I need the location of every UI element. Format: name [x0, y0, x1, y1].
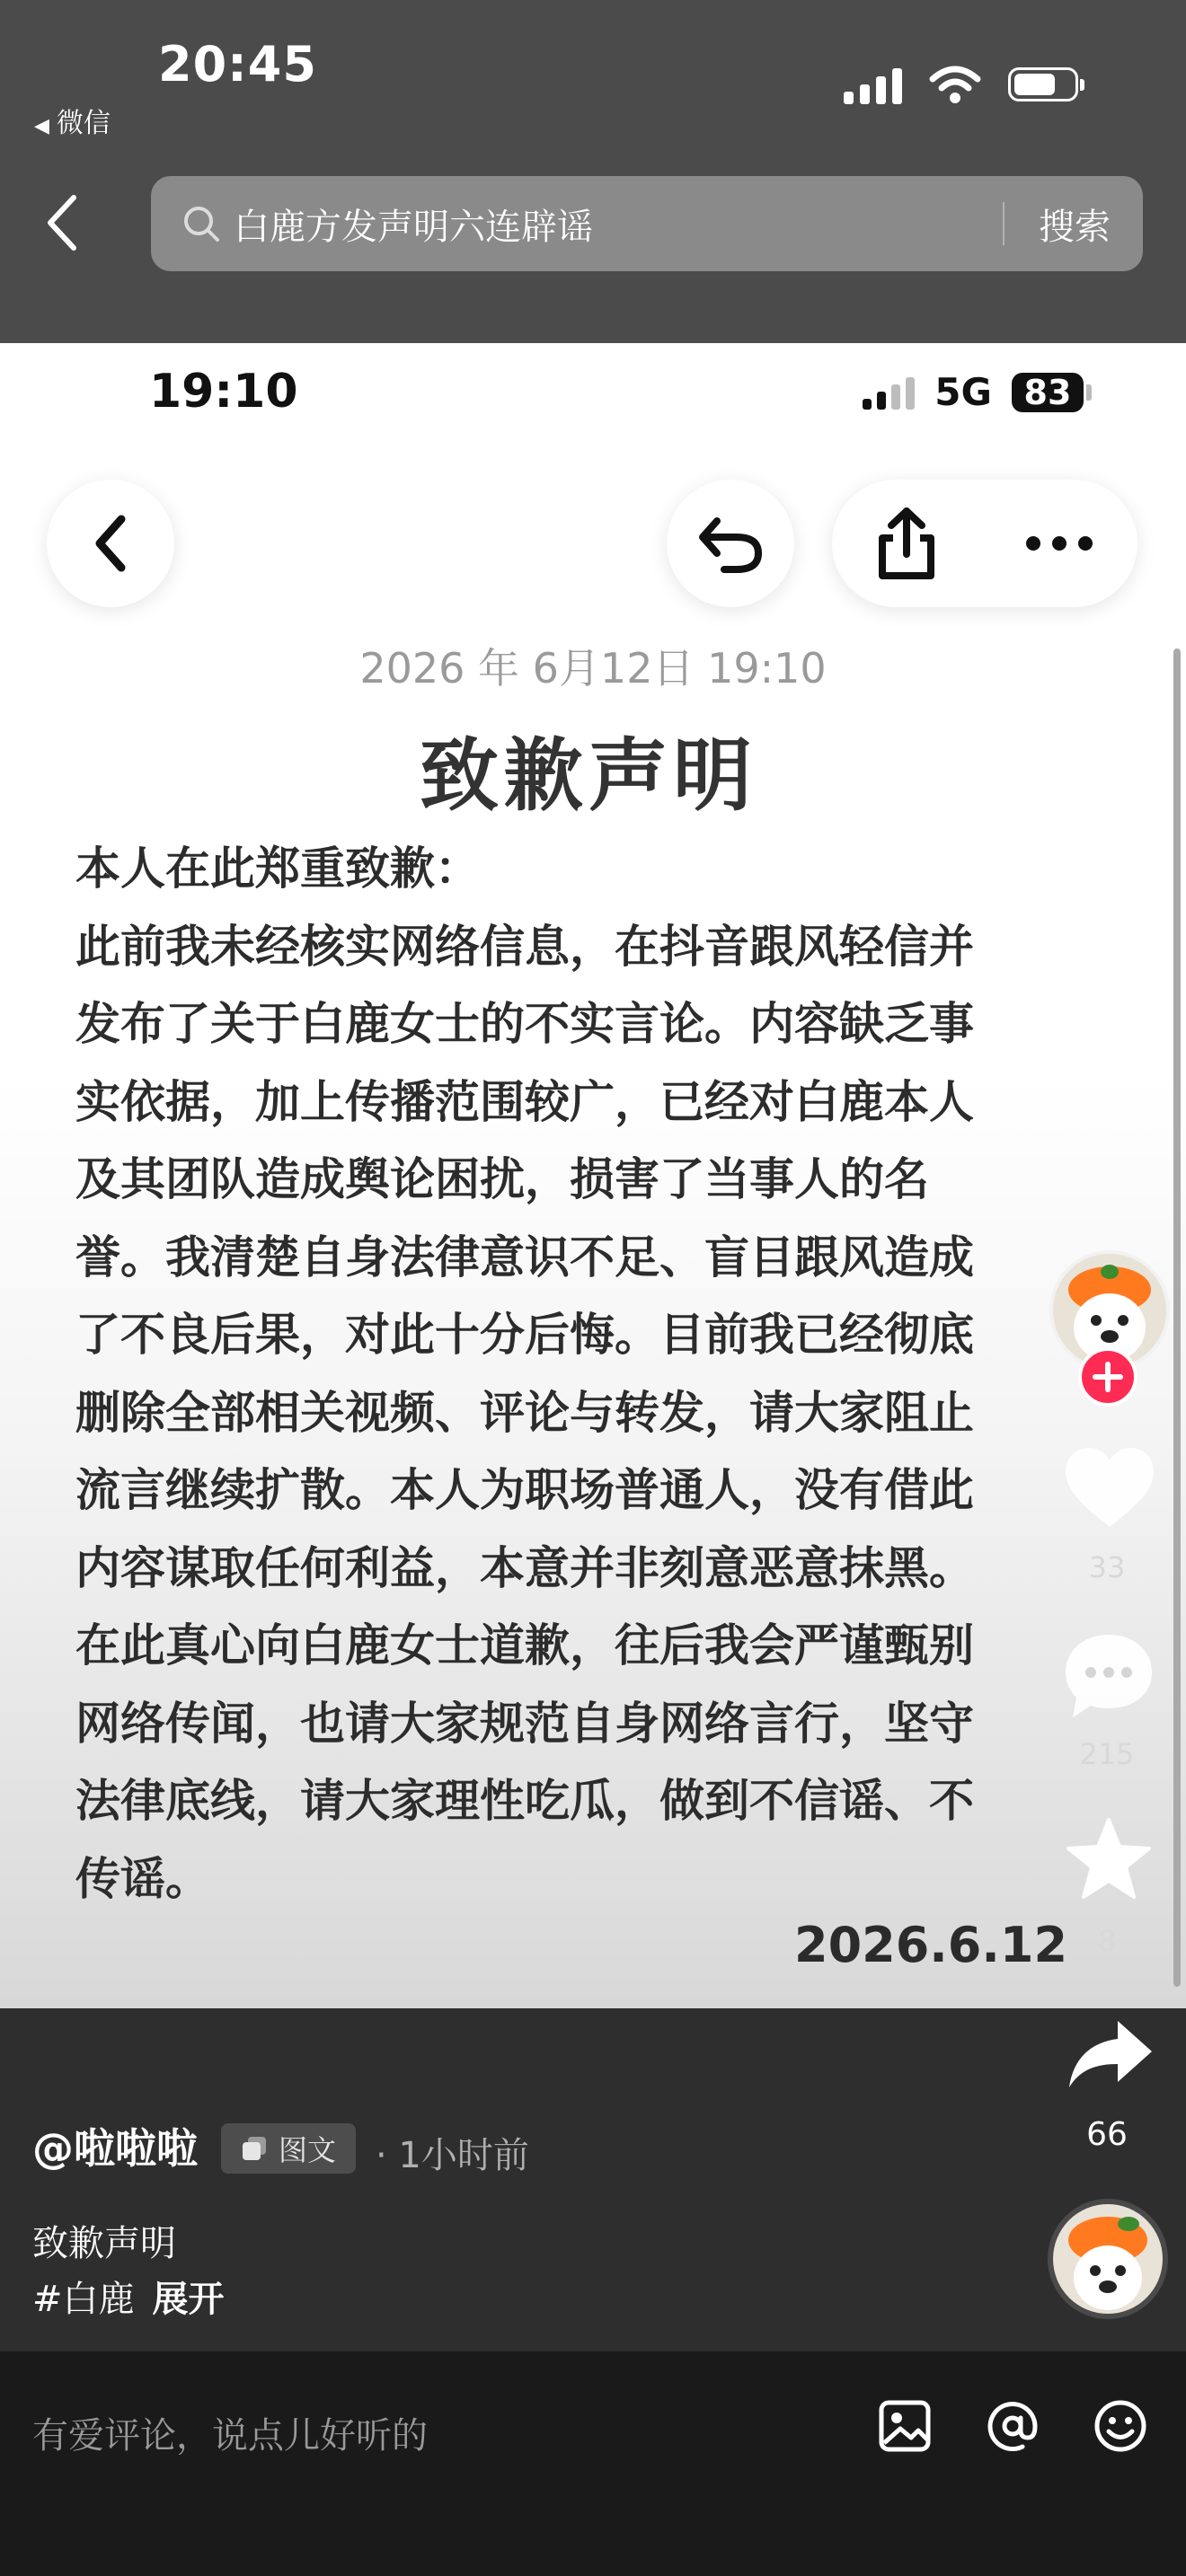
battery-icon	[1008, 67, 1078, 101]
inner-status-time: 19:10	[149, 365, 298, 419]
post-image	[0, 343, 1186, 2008]
inner-battery: 83	[1012, 373, 1084, 412]
expand-button[interactable]: 展开	[152, 2279, 225, 2320]
body-line: 内容谋取任何利益，本意并非刻意恶意抹黑。	[75, 1541, 974, 1594]
body-line: 发布了关于白鹿女士的不实言论。内容缺乏事	[75, 998, 974, 1050]
follow-button[interactable]	[1078, 1347, 1137, 1407]
inner-status-icons	[863, 370, 1084, 414]
back-to-app-link[interactable]	[34, 101, 111, 140]
post-tags	[32, 2271, 225, 2322]
share-upload-icon[interactable]	[875, 506, 938, 581]
undo-icon	[695, 512, 766, 575]
share-more-group	[832, 480, 1137, 607]
favorite-count: 8	[1097, 1924, 1117, 1958]
like-heart-icon[interactable]	[1062, 1446, 1157, 1532]
body-line: 传谣。	[75, 1852, 210, 1905]
back-app-label: 微信	[56, 108, 111, 139]
search-divider	[1003, 202, 1005, 245]
document-date: 2026 年 6月12日 19:10	[359, 644, 827, 693]
body-line: 实依据，加上传播范围较广，已经对白鹿本人	[75, 1075, 974, 1128]
image-post-icon	[241, 2135, 268, 2162]
search-button[interactable]: 搜索	[1039, 206, 1111, 248]
hashtag-link[interactable]: #白鹿	[32, 2279, 135, 2320]
music-disc[interactable]	[1048, 2199, 1168, 2319]
favorite-star-icon[interactable]	[1064, 1816, 1154, 1902]
search-icon	[181, 204, 221, 243]
outer-header	[0, 0, 1186, 343]
share-count: 66	[1086, 2116, 1128, 2153]
comment-bubble-icon[interactable]	[1062, 1631, 1155, 1721]
status-time: 20:45	[158, 36, 317, 93]
body-line: 此前我未经核实网络信息，在抖音跟风轻信并	[75, 920, 974, 973]
post-type-label: 图文	[279, 2133, 337, 2167]
back-chevron-icon[interactable]	[40, 190, 86, 255]
body-line: 本人在此郑重致歉：	[75, 842, 480, 895]
comment-bar	[0, 2351, 1186, 2576]
status-icons	[844, 65, 1078, 104]
back-triangle-icon: ◀	[34, 115, 49, 137]
search-bar[interactable]	[151, 176, 1143, 271]
comment-input[interactable]: 有爱评论，说点儿好听的	[32, 2415, 428, 2457]
more-dots-icon[interactable]	[1024, 534, 1094, 552]
body-line: 删除全部相关视频、评论与转发，请大家阻止	[75, 1386, 974, 1439]
inner-signal-icon	[863, 375, 915, 410]
emoji-icon[interactable]	[1093, 2398, 1148, 2454]
image-picker-icon[interactable]	[877, 2398, 933, 2454]
inner-back-button[interactable]	[47, 480, 174, 607]
wifi-icon	[929, 65, 981, 104]
body-line: 了不良后果，对此十分后悔。目前我已经彻底	[75, 1309, 974, 1361]
body-line: 誉。我清楚自身法律意识不足、盲目跟风造成	[75, 1231, 974, 1284]
search-input[interactable]: 白鹿方发声明六连辟谣	[234, 206, 593, 248]
document-title: 致歉声明	[419, 729, 757, 822]
dog-avatar-icon	[1053, 2204, 1163, 2314]
post-type-tag	[221, 2123, 356, 2174]
body-line: 法律底线，请大家理性吃瓜，做到不信谣、不	[75, 1775, 974, 1827]
undo-button[interactable]	[667, 480, 794, 607]
body-line: 流言继续扩散。本人为职场普通人，没有借此	[75, 1464, 974, 1516]
author-name[interactable]: @啦啦啦	[32, 2124, 198, 2173]
back-chevron-icon	[89, 512, 132, 575]
body-line: 及其团队造成舆论困扰，损害了当事人的名	[75, 1153, 929, 1205]
comment-count: 215	[1079, 1737, 1135, 1771]
body-line: 在此真心向白鹿女士道歉，往后我会严谨甄别	[75, 1619, 974, 1672]
mention-at-icon[interactable]	[985, 2398, 1040, 2454]
post-time: · 1小时前	[376, 2135, 529, 2176]
post-description: 致歉声明	[32, 2223, 176, 2264]
scrollbar[interactable]	[1173, 648, 1181, 1987]
cellular-signal-icon	[844, 65, 902, 104]
document-signature: 2026.6.12	[794, 1917, 1068, 1973]
network-type: 5G	[934, 370, 992, 414]
document-body	[75, 830, 1082, 1918]
share-arrow-icon[interactable]	[1066, 2017, 1155, 2093]
body-line: 网络传闻，也请大家规范自身网络言行，坚守	[75, 1697, 974, 1750]
like-count: 33	[1088, 1550, 1126, 1584]
plus-icon	[1082, 1351, 1134, 1403]
